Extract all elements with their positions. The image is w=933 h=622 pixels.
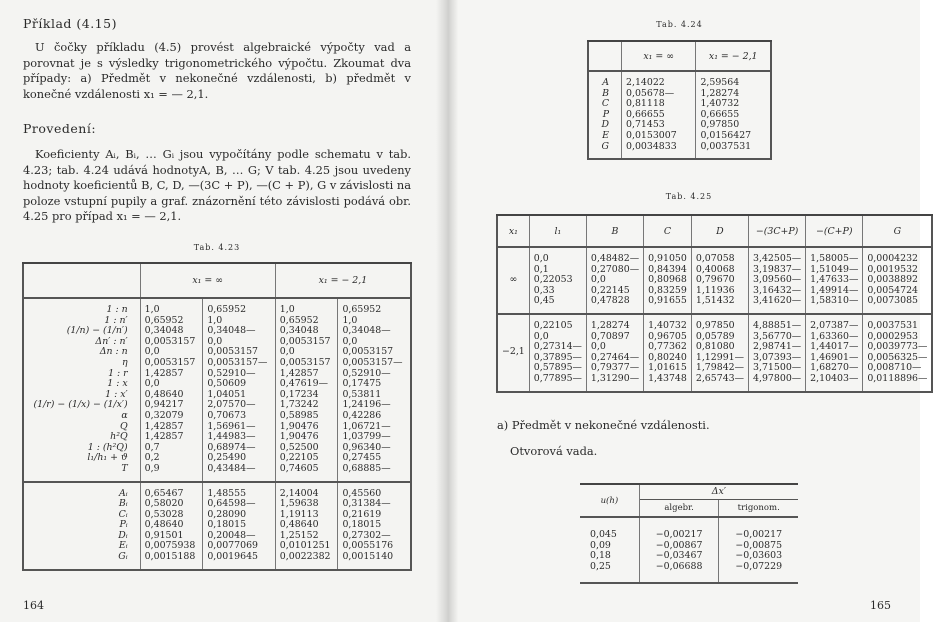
- cell-value: 0,58985: [279, 409, 319, 421]
- cell-value: 3,71500—: [753, 362, 802, 374]
- cell-value: 0,27464—: [590, 351, 640, 363]
- header-empty: [588, 41, 622, 71]
- cell-value: G: [601, 140, 609, 152]
- header-u-h: u(h): [580, 484, 639, 517]
- cell-value: E: [602, 129, 609, 141]
- cell-value: 1,40732: [700, 98, 740, 110]
- cell-value: 0,58020: [144, 498, 184, 510]
- cell-value: 0,45: [533, 295, 555, 307]
- cell-value: 1,42857: [279, 367, 319, 379]
- cell-value: 0,0039773—: [867, 341, 928, 353]
- value-column: [749, 314, 806, 392]
- cell-value: 2,14022: [626, 77, 665, 88]
- cell-value: 0,0053157: [207, 346, 259, 358]
- cell-value: 0,91501: [144, 529, 184, 541]
- cell-value: 0,66655: [700, 108, 740, 120]
- cell-value: 0,0019645: [207, 551, 259, 563]
- header-x1-minus-2-1: x₁ = − 2,1: [275, 263, 411, 298]
- cell-value: −0,00217: [735, 529, 783, 540]
- cell-value: 2,10403—: [810, 372, 859, 384]
- cell-value: 0,32079: [144, 409, 184, 421]
- cell-value: 1,25152: [279, 529, 319, 541]
- example-heading: Příklad (4.15): [23, 16, 117, 31]
- cell-value: 1,0: [207, 314, 223, 326]
- cell-value: 0,0: [144, 346, 160, 358]
- cell-value: −0,00217: [655, 529, 703, 540]
- cell-value: 1,73242: [279, 399, 319, 411]
- cell-value: 1,40732: [648, 319, 687, 331]
- cell-value: 0,05678—: [626, 87, 675, 99]
- cell-value: 0,31384—: [342, 498, 391, 510]
- cell-value: 0,17475: [342, 378, 382, 390]
- cell-value: Δn′ : n′: [95, 335, 128, 347]
- cell-value: 1,48555: [207, 487, 247, 499]
- spherical-aberration-table: [580, 483, 798, 584]
- cell-value: 0,0038892: [867, 274, 919, 286]
- cell-value: 3,07393—: [753, 351, 802, 363]
- value-column: [622, 71, 696, 159]
- value-column: [806, 247, 863, 314]
- cell-value: 1,28274: [700, 87, 740, 99]
- header-col-2: B: [586, 215, 643, 247]
- cell-value: 0,37895—: [533, 351, 582, 363]
- procedure-paragraph: Koeficienty Aᵢ, Bᵢ, … Gᵢ jsou vypočítány podle schematu v tab. 4.23; tab. 4.24 udává hodnotyA, B, … G; V tab. 4.25 jsou uvedeny hodnoty koeficientů B, C, D, —(3C + P), —(C + P), G v závislosti na poloze vstupní pupily a graf. znázornění této závislosti podává obr. 4.25 pro případ x₁ = — 2,1.: [23, 147, 411, 224]
- cell-value: 0,22145: [590, 284, 630, 296]
- table-4-23: [22, 262, 412, 571]
- cell-value: η: [122, 356, 128, 368]
- table-4-24-caption: Tab. 4.24: [656, 20, 703, 29]
- page-number-right: 165: [870, 599, 891, 612]
- value-column: [806, 314, 863, 392]
- value-column: [275, 298, 338, 482]
- header-col-1: l₁: [529, 215, 586, 247]
- header-algebr: algebr.: [639, 499, 719, 517]
- cell-value: 0,68974—: [207, 441, 256, 453]
- cell-value: 0,20048—: [207, 529, 256, 541]
- cell-value: 0,81080: [695, 341, 735, 353]
- value-column: [529, 247, 586, 314]
- value-column: [140, 482, 203, 570]
- procedure-heading: Provedení:: [23, 121, 97, 136]
- cell-value: 0,0053157: [279, 356, 331, 368]
- cell-value: Pᵢ: [119, 519, 128, 531]
- cell-value: 1,04051: [207, 388, 247, 400]
- cell-value: 0,0002953: [867, 330, 919, 342]
- cell-value: 0,07058: [695, 253, 735, 264]
- header-x1-minus-2-1: x₁ = − 2,1: [696, 41, 771, 71]
- cell-value: 0,27455: [342, 452, 382, 464]
- cell-value: 1 : n: [106, 304, 128, 315]
- value-column: [586, 247, 643, 314]
- cell-value: −2,1: [502, 346, 525, 358]
- table-block-row: [23, 298, 411, 482]
- cell-value: −0,00867: [655, 539, 703, 551]
- cell-value: −0,03467: [655, 550, 703, 562]
- cell-value: 0,34048—: [207, 325, 256, 337]
- cell-value: 2,59564: [700, 77, 740, 88]
- cell-value: 2,07387—: [810, 319, 859, 331]
- cell-value: 0,65952: [342, 304, 382, 315]
- cell-value: 0,2: [144, 452, 160, 464]
- row-labels: [497, 314, 529, 392]
- header-x1-infinity: x₁ = ∞: [140, 263, 275, 298]
- cell-value: 0,70897: [590, 330, 630, 342]
- cell-value: 1,11936: [695, 284, 735, 296]
- cell-value: 0,33: [533, 284, 555, 296]
- cell-value: 0,0118896—: [867, 372, 928, 384]
- value-column: [203, 298, 275, 482]
- cell-value: 0,0: [590, 341, 606, 353]
- cell-value: 0,0156427: [700, 129, 752, 141]
- cell-value: 1,0: [144, 304, 160, 315]
- cell-value: A: [602, 77, 609, 88]
- cell-value: 3,09560—: [753, 274, 802, 286]
- row-labels: [588, 71, 622, 159]
- cell-value: 0,0053157: [144, 335, 196, 347]
- cell-value: 1,43748: [648, 372, 687, 384]
- table-block-row: [497, 247, 932, 314]
- cell-value: 0,0034833: [626, 140, 677, 152]
- cell-value: 0,47828: [590, 295, 630, 307]
- cell-value: T: [121, 462, 128, 474]
- cell-value: 0,43484—: [207, 462, 256, 474]
- cell-value: 1,31290—: [590, 372, 640, 384]
- cell-value: 0,48640: [279, 519, 319, 531]
- header-col-5: −(3C+P): [749, 215, 806, 247]
- cell-value: 1 : x: [107, 378, 128, 390]
- cell-value: 0,008710—: [867, 362, 922, 374]
- cell-value: 0,81118: [626, 98, 665, 110]
- page-number-left: 164: [23, 599, 44, 612]
- cell-value: 0,68885—: [342, 462, 391, 474]
- cell-value: C: [601, 98, 609, 110]
- cell-value: 0,0037531: [867, 319, 919, 331]
- cell-value: 0,45560: [342, 487, 382, 499]
- cell-value: 0,47619—: [279, 378, 328, 390]
- cell-value: 4,97800—: [753, 372, 802, 384]
- cell-value: 1,44017—: [810, 341, 859, 353]
- header-x1-infinity: x₁ = ∞: [622, 41, 696, 71]
- cell-value: 0,48482—: [590, 253, 640, 264]
- cell-value: α: [121, 409, 128, 421]
- cell-value: Cᵢ: [118, 508, 128, 520]
- cell-value: 0,0015140: [342, 551, 394, 563]
- cell-value: 0,09: [590, 539, 611, 551]
- value-column: [275, 482, 338, 570]
- cell-value: 0,28090: [207, 508, 247, 520]
- cell-value: 0,0054724: [867, 284, 919, 296]
- cell-value: 0,045: [590, 529, 617, 540]
- value-column: [691, 314, 748, 392]
- cell-value: 0,96705: [648, 330, 687, 342]
- cell-value: 0,57895—: [533, 362, 582, 374]
- cell-value: 1,0: [279, 304, 295, 315]
- cell-value: 0,0: [279, 346, 295, 358]
- cell-value: 1,28274: [590, 319, 630, 331]
- cell-value: 1,12991—: [695, 351, 745, 363]
- header-col-7: G: [863, 215, 933, 247]
- cell-value: 0,52910—: [342, 367, 391, 379]
- value-column: [863, 314, 933, 392]
- header-col-4: D: [691, 215, 748, 247]
- cell-value: 0,97850: [700, 119, 740, 131]
- cell-value: 0,84394: [648, 263, 687, 275]
- cell-value: 0,21619: [342, 508, 382, 520]
- cell-value: 0,27080—: [590, 263, 640, 275]
- table-4-25-caption: Tab. 4.25: [665, 192, 713, 201]
- cell-value: 0,71453: [626, 119, 665, 131]
- cell-value: 0,25: [590, 560, 611, 572]
- value-column: [644, 247, 692, 314]
- cell-value: 3,16432—: [753, 284, 802, 296]
- cell-value: 1,90476: [279, 431, 319, 443]
- cell-value: 0,0053157: [342, 346, 394, 358]
- cell-value: 0,34048—: [342, 325, 391, 337]
- cell-value: 0,40068: [695, 263, 735, 275]
- table-block-row: [497, 314, 932, 392]
- value-column: [338, 298, 411, 482]
- value-column: [691, 247, 748, 314]
- cell-value: 2,07570—: [207, 399, 256, 411]
- cell-value: 1,42857: [144, 367, 184, 379]
- cell-value: 1,0: [342, 314, 358, 326]
- cell-value: 3,42505—: [753, 253, 802, 264]
- cell-value: 3,41620—: [753, 295, 802, 307]
- header-col-0: x₁: [497, 215, 529, 247]
- cell-value: 0,65952: [207, 304, 247, 315]
- cell-value: 1 : n′: [104, 314, 128, 326]
- cell-value: 0,66655: [626, 108, 665, 120]
- cell-value: 1,19113: [279, 508, 319, 520]
- cell-value: 0,53811: [342, 388, 382, 400]
- value-column: [338, 482, 411, 570]
- cell-value: 0,0: [590, 274, 606, 286]
- cell-value: −0,07229: [735, 560, 783, 572]
- cell-value: ∞: [509, 274, 518, 286]
- value-column: [203, 482, 275, 570]
- cell-value: 0,0053157—: [207, 356, 268, 368]
- cell-value: 0,0055176: [342, 540, 394, 552]
- value-column: [863, 247, 933, 314]
- cell-value: 0,18015: [207, 519, 247, 531]
- cell-value: 0,0: [533, 253, 549, 264]
- cell-value: 1,51049—: [810, 263, 859, 275]
- cell-value: 1,06721—: [342, 420, 391, 432]
- cell-value: 0,0153007: [626, 129, 677, 141]
- cell-value: 1,58310—: [810, 295, 859, 307]
- cell-value: 0,65952: [279, 314, 319, 326]
- cell-value: 0,77895—: [533, 372, 582, 384]
- cell-value: 0,91050: [648, 253, 687, 264]
- cell-value: (1/n) − (1/n′): [66, 325, 128, 337]
- cell-value: 1,44983—: [207, 431, 256, 443]
- cell-value: Δn : n: [99, 346, 128, 358]
- cell-value: 0,22053: [533, 274, 573, 286]
- cell-value: 0,0004232: [867, 253, 919, 264]
- cell-value: 0,79377—: [590, 362, 640, 374]
- cell-value: 0,53028: [144, 508, 184, 520]
- cell-value: 1,46901—: [810, 351, 859, 363]
- cell-value: 0,42286: [342, 409, 382, 421]
- cell-value: 1,90476: [279, 420, 319, 432]
- cell-value: 0,79670: [695, 274, 735, 286]
- header-col-3: C: [644, 215, 692, 247]
- cell-value: (1/r) − (1/x) − (1/x′): [33, 399, 128, 411]
- cell-value: 0,0101251: [279, 540, 331, 552]
- value-column: [644, 314, 692, 392]
- table-block-row: [588, 71, 771, 159]
- cell-value: −0,03603: [735, 550, 783, 562]
- cell-value: 0,52910—: [207, 367, 256, 379]
- cell-value: 0,0022382: [279, 551, 331, 563]
- header-col-6: −(C+P): [806, 215, 863, 247]
- spherical-aberration-heading: Otvorová vada.: [510, 444, 598, 458]
- cell-value: 0,05789: [695, 330, 735, 342]
- cell-value: Aᵢ: [118, 487, 128, 499]
- cell-value: 0,96340—: [342, 441, 391, 453]
- value-column: [749, 247, 806, 314]
- cell-value: 1,63360—: [810, 330, 859, 342]
- cell-value: 0,0075938: [144, 540, 196, 552]
- cell-value: 3,19837—: [753, 263, 802, 275]
- cell-value: 0,74605: [279, 462, 319, 474]
- cell-value: Gᵢ: [118, 551, 128, 563]
- cell-value: Dᵢ: [118, 529, 128, 541]
- cell-value: Eᵢ: [118, 540, 128, 552]
- cell-value: 0,27302—: [342, 529, 391, 541]
- cell-value: 0,0077069: [207, 540, 259, 552]
- cell-value: 1,24196—: [342, 399, 391, 411]
- cell-value: l₁/h₁ + ϑ: [87, 452, 128, 464]
- cell-value: 0,65952: [144, 314, 184, 326]
- cell-value: 0,25490: [207, 452, 247, 464]
- cell-value: 1,42857: [144, 431, 184, 443]
- cell-value: 3,56770—: [753, 330, 802, 342]
- cell-value: Q: [119, 420, 128, 432]
- table-4-24: [587, 40, 772, 160]
- cell-value: 1,68270—: [810, 362, 859, 374]
- cell-value: B: [602, 87, 609, 99]
- cell-value: 1,03799—: [342, 431, 391, 443]
- table-4-23-caption: Tab. 4.23: [193, 243, 241, 252]
- row-labels: [23, 482, 140, 570]
- value-column: [529, 314, 586, 392]
- cell-value: −0,06688: [655, 560, 703, 572]
- cell-value: 0,17234: [279, 388, 319, 400]
- header-delta-x: Δx′: [639, 484, 798, 499]
- cell-value: 0,52500: [279, 441, 319, 453]
- cell-value: 1,56961—: [207, 420, 256, 432]
- book-gutter: [436, 0, 458, 622]
- cell-value: 0,0: [144, 378, 160, 390]
- cell-value: 0,0019532: [867, 263, 919, 275]
- example-paragraph: U čočky příkladu (4.5) provést algebraické výpočty vad a porovnat je s výsledky trigonometrického výpočtu. Zkoumat dva případy: a) Předmět v nekonečné vzdálenosti, b) předmět v konečné vzdálenosti x₁ = — 2,1.: [23, 40, 411, 101]
- cell-value: 0,0053157: [279, 335, 331, 347]
- cell-value: 0,0056325—: [867, 351, 928, 363]
- cell-value: D: [601, 119, 609, 131]
- value-column: [586, 314, 643, 392]
- cell-value: 0,22105: [279, 452, 319, 464]
- cell-value: 1,47633—: [810, 274, 859, 286]
- cell-value: 0,48640: [144, 388, 184, 400]
- cell-value: 0,18: [590, 550, 611, 562]
- header-empty: [23, 263, 140, 298]
- cell-value: h²Q: [110, 431, 128, 443]
- cell-value: 0,77362: [648, 341, 687, 353]
- cell-value: 2,65743—: [695, 372, 745, 384]
- table-block-row: [23, 482, 411, 570]
- cell-value: 0,0037531: [700, 140, 752, 152]
- cell-value: 0,27314—: [533, 341, 582, 353]
- cell-value: 2,98741—: [753, 341, 802, 353]
- cell-value: 0,0: [207, 335, 223, 347]
- cell-value: 0,22105: [533, 319, 573, 331]
- header-trigonom: trigonom.: [719, 499, 798, 517]
- cell-value: 0,80968: [648, 274, 687, 286]
- cell-value: 0,18015: [342, 519, 382, 531]
- cell-value: Bᵢ: [118, 498, 128, 510]
- cell-value: 0,7: [144, 441, 160, 453]
- cell-value: 0,1: [533, 263, 549, 275]
- cell-value: 0,34048: [144, 325, 184, 337]
- cell-value: 0,0: [342, 335, 358, 347]
- cell-value: 1,49914—: [810, 284, 859, 296]
- table-4-25: [496, 214, 933, 393]
- cell-value: 0,65467: [144, 487, 184, 499]
- cell-value: 0,94217: [144, 399, 184, 411]
- cell-value: 0,0: [533, 330, 549, 342]
- cell-value: 1 : x′: [105, 388, 128, 400]
- cell-value: 1,01615: [648, 362, 687, 374]
- cell-value: 0,0053157—: [342, 356, 403, 368]
- value-column: [140, 298, 203, 482]
- cell-value: 0,70673: [207, 409, 247, 421]
- row-labels: [23, 298, 140, 482]
- cell-value: 0,91655: [648, 295, 687, 307]
- cell-value: 0,0015188: [144, 551, 196, 563]
- cell-value: 1,79842—: [695, 362, 745, 374]
- cell-value: 0,83259: [648, 284, 687, 296]
- cell-value: 1,42857: [144, 420, 184, 432]
- value-column: [696, 71, 771, 159]
- cell-value: 0,34048: [279, 325, 319, 337]
- cell-value: 0,80240: [648, 351, 687, 363]
- cell-value: 1 : r: [108, 367, 128, 379]
- cell-value: 1,51432: [695, 295, 735, 307]
- cell-value: 0,0053157: [144, 356, 196, 368]
- cell-value: 0,50609: [207, 378, 247, 390]
- cell-value: 1 : (h²Q): [87, 441, 128, 453]
- cell-value: 1,59638: [279, 498, 319, 510]
- cell-value: P: [602, 108, 609, 120]
- cell-value: 0,97850: [695, 319, 735, 331]
- cell-value: 4,88851—: [753, 319, 802, 331]
- cell-value: 0,0073085: [867, 295, 919, 307]
- cell-value: 0,9: [144, 462, 160, 474]
- cell-value: 1,58005—: [810, 253, 859, 264]
- case-a-heading: a) Předmět v nekonečné vzdálenosti.: [497, 418, 710, 432]
- row-labels: [497, 247, 529, 314]
- cell-value: 2,14004: [279, 487, 319, 499]
- cell-value: 0,64598—: [207, 498, 256, 510]
- cell-value: 0,48640: [144, 519, 184, 531]
- cell-value: −0,00875: [735, 539, 783, 551]
